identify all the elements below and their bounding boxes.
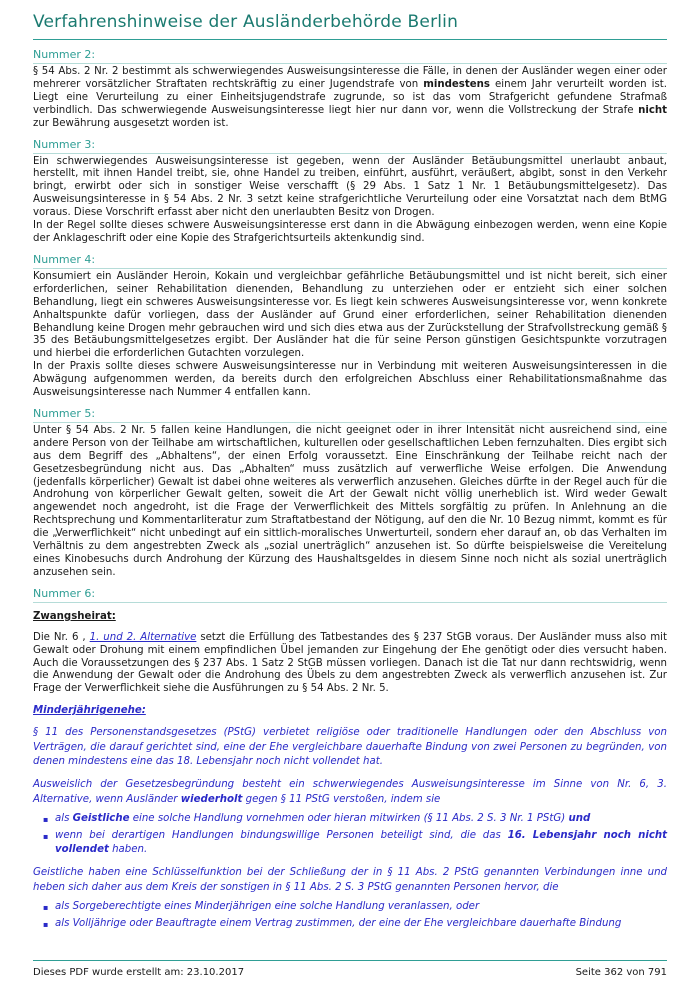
text-run: § 11 des Personenstandsgesetzes (PStG) verbietet religiöse oder traditionelle Handlungen oder den Abschluss von Verträgen, die darauf gerichtet sind, eine der Ehe vergleichbare dauerhafte Bindung von zwei Personen zu begründen, von denen mindestens eine das 18. Lebensjahr noch nicht vollendet hat.: [33, 727, 667, 768]
footer-page-number: Seite 362 von 791: [575, 967, 667, 978]
paragraph: [33, 611, 667, 624]
paragraph: [33, 778, 667, 807]
section-heading: Nummer 4:: [33, 252, 96, 266]
text-run: nicht: [638, 104, 667, 116]
paragraph: [33, 866, 667, 895]
bullet-icon: ▪: [43, 815, 49, 825]
section-heading-rule: [33, 63, 667, 64]
title-rule: [33, 39, 667, 40]
bullet-icon: ▪: [43, 903, 49, 913]
text-run: Geistliche: [72, 813, 130, 825]
text-run: Geistliche haben eine Schlüsselfunktion bei der Schließung der in § 11 Abs. 2 PStG genannten Verbindungen inne und heben sich daher aus dem Kreis der sonstigen in § 11 Abs. 2 S. 3 PStG genannten Personen hervor, die: [33, 866, 667, 893]
text-run: 1. und 2. Alternative: [89, 631, 197, 643]
text-run: haben.: [108, 844, 148, 856]
text-run: eine solche Handlung vornehmen oder hieran mitwirken (§ 11 Abs. 2 S. 3 Nr. 1 PStG): [129, 813, 569, 825]
bullet-item: [33, 829, 667, 858]
paragraph: [33, 705, 667, 718]
section-heading: Nummer 3:: [33, 137, 96, 151]
document-body: [33, 48, 667, 931]
text-run: als Volljährige oder Beauftragte einem Vertrag zustimmen, der eine der Ehe vergleichbare dauerhafte Bindung: [55, 917, 622, 929]
bullet-icon: ▪: [43, 831, 49, 841]
section-heading-rule: [33, 153, 667, 154]
footer-created-text: Dieses PDF wurde erstellt am: 23.10.2017: [33, 967, 245, 978]
paragraph: [33, 726, 667, 770]
section-heading: Nummer 2:: [33, 48, 96, 61]
bullet-item: [33, 812, 667, 827]
section-heading: Nummer 5:: [33, 406, 96, 420]
paragraph: [33, 220, 667, 246]
text-run: In der Regel sollte dieses schwere Ausweisungsinteresse erst dann in die Abwägung einbezogen werden, wenn eine Kopie der Anklageschrift oder eine Kopie des Strafgerichtsurteils aktenkundig sind.: [33, 220, 667, 244]
text-run: Ein schwerwiegendes Ausweisungsinteresse ist gegeben, wenn der Ausländer Betäubungsmittel unerlaubt anbaut, herstellt, mit ihnen Handel treibt, sie, ohne Handel zu treiben, einführt, ausführt, veräußert, abgibt, sonst in den Verkehr bringt, erwirbt oder sich in sonstiger Weise verschafft (§ 29 Abs. 1 Satz 1 Nr. 1 Betäubungsmittelgesetz). Das Ausweisungsinteresse in § 54 Abs. 2 Nr. 3 setzt keine strafgerichtliche Verurteilung oder eine Vorsatztat nach dem BtMG voraus. Diese Vorschrift erfasst aber nicht den unerlaubten Besitz von Drogen.: [33, 155, 667, 219]
text-run: und: [568, 813, 591, 825]
text-run: Unter § 54 Abs. 2 Nr. 5 fallen keine Handlungen, die nicht geeignet oder in ihrer Intensität nicht ausreichend sind, eine andere Person von der Teilhabe am wirtschaftlichen, kulturellen oder gesellschaftlichen Leben fernzuhalten. Dies ergibt sich aus dem Begriff des „Abhaltens“, der einen Erfolg voraussetzt. Eine Einschränkung der Teilhabe reicht nach der Gesetzesbegründung nicht aus. Das „Abhalten“ muss zusätzlich auf verwerfliche Weise erfolgen. Die Anwendung (jedenfalls körperlicher) Gewalt ist dabei ohne weiteres als verwerflich anzusehen. Gleiches dürfte in der Regel auch für die Androhung von körperlicher Gewalt gelten, soweit die Art der Gewalt nicht völlig unerheblich ist. Wird weder Gewalt angewendet noch angedroht, ist die Frage der Verwerflichkeit des Mittels sorgfältig zu prüfen. In Anlehnung an die Rechtsprechung und Kommentarliteratur zum Straftatbestand der Nötigung, auf den die Nr. 10 Bezug nimmt, kommt es für die „Verwerflichkeit“ nicht unbedingt auf ein sittlich-moralisches Unwerturteil, sondern eher darauf an, ob das Verhalten im Verhältnis zu dem angestrebten Zweck als „sozial unerträglich“ anzusehen ist. So dürfte beispielsweise die Vereitelung eines Kinobesuchs durch Androhung der Kürzung des Haushaltsgeldes in diesem Sinne noch nicht als sozial unerträglich anzusehen sein.: [33, 424, 667, 578]
paragraph: [33, 632, 667, 697]
text-run: In der Praxis sollte dieses schwere Ausweisungsinteresse nur in Verbindung mit weiteren Ausweisungsinteressen in die Abwägung aufgenommen werden, da bereits durch den erfolgreichen Abschluss einer Rehabilitationsmaßnahme das Ausweisungsinteresse nach Nummer 4 entfallen kann.: [33, 361, 667, 399]
text-run: 16. Lebensjahr noch nicht vollendet: [55, 829, 667, 856]
footer-inner: [33, 960, 667, 978]
text-run: mindestens: [423, 78, 490, 90]
page-title: Verfahrenshinweise der Ausländerbehörde Berlin: [33, 12, 459, 32]
text-run: wenn bei derartigen Handlungen bindungswillige Personen beteiligt sind, die das: [55, 829, 508, 841]
paragraph: [33, 425, 667, 580]
section-heading-rule: [33, 602, 667, 603]
section-heading: Nummer 6:: [33, 586, 96, 600]
text-run: Minderjährigenehe:: [33, 705, 146, 717]
text-run: Zwangsheirat:: [33, 610, 116, 622]
text-run: einem Jahr verurteilt worden ist. Liegt eine Verurteilung zu einer Einheitsjugendstrafe zugrunde, so ist das vom Strafgericht gefundene Strafmaß verbindlich. Das schwerwiegende Ausweisungsinteresse liegt hier nur dann vor, wenn die Vollstreckung der Strafe: [33, 78, 668, 116]
text-run: gegen § 11 PStG verstoßen, indem sie: [242, 793, 441, 805]
bullet-item: [33, 900, 667, 915]
page-footer: [0, 960, 700, 990]
text-run: wiederholt: [180, 793, 243, 805]
paragraph: [33, 361, 667, 400]
text-run: setzt die Erfüllung des Tatbestandes des § 237 StGB voraus. Der Ausländer muss also mit Gewalt oder Drohung mit einem empfindlichen Übel jemanden zur Eingehung der Ehe genötigt oder dies versucht haben. Auch die Voraussetzungen des § 237 Abs. 1 Satz 2 StGB müssen vorliegen. Danach ist die Tat nur dann rechtswidrig, wenn die Anwendung der Gewalt oder die Androhung des Übels zu dem angestrebten Zweck als verwerflich anzusehen ist. Zur Frage der Verwerflichkeit siehe die Ausführungen zu § 54 Abs. 2 Nr. 5.: [33, 631, 667, 695]
text-run: als Sorgeberechtigte eines Minderjährigen eine solche Handlung veranlassen, oder: [55, 901, 480, 913]
text-run: Ausweislich der Gesetzesbegründung besteht ein schwerwiegendes Ausweisungsinteresse im Sinne von Nr. 6, 3. Alternative, wenn Ausländer: [33, 778, 667, 805]
paragraph: [33, 271, 667, 361]
paragraph: [33, 66, 667, 131]
text-run: Konsumiert ein Ausländer Heroin, Kokain und vergleichbar gefährliche Betäubungsmittel und ist nicht bereit, sich einer erforderlichen, seiner Rehabilitation dienenden, Behandlung zu unterziehen oder er entzieht sich einer solchen Behandlung, liegt ein schweres Ausweisungsinteresse vor. Es liegt kein schweres Ausweisungsinteresse vor, wenn konkrete Anhaltspunkte dafür vorliegen, dass der Ausländer auf Grund einer erforderlichen, seiner Rehabilitation dienenden Behandlung keine Drogen mehr gebrauchen wird und sich dies etwa aus der Zurückstellung der Strafvollstreckung gemäß § 35 des Betäubungsmittelgesetzes ergibt. Der Ausländer hat die für seine Person günstigen Gesichtspunkte vorzutragen und hierbei die erforderlichen Gutachten vorzulegen.: [33, 270, 667, 360]
text-run: als: [55, 813, 73, 825]
bullet-icon: ▪: [43, 919, 49, 929]
text-run: zur Bewährung ausgesetzt worden ist.: [33, 117, 229, 129]
text-run: Die Nr. 6 ,: [33, 631, 90, 643]
bullet-item: [33, 917, 667, 932]
section-heading-rule: [33, 268, 667, 269]
text-run: § 54 Abs. 2 Nr. 2 bestimmt als schwerwiegendes Ausweisungsinteresse die Fälle, in denen der Ausländer wegen einer oder mehrerer vorsätzlicher Straftaten rechtskräftig zu einer Jugendstrafe von: [33, 66, 667, 90]
paragraph: [33, 156, 667, 221]
section-heading-rule: [33, 422, 667, 423]
